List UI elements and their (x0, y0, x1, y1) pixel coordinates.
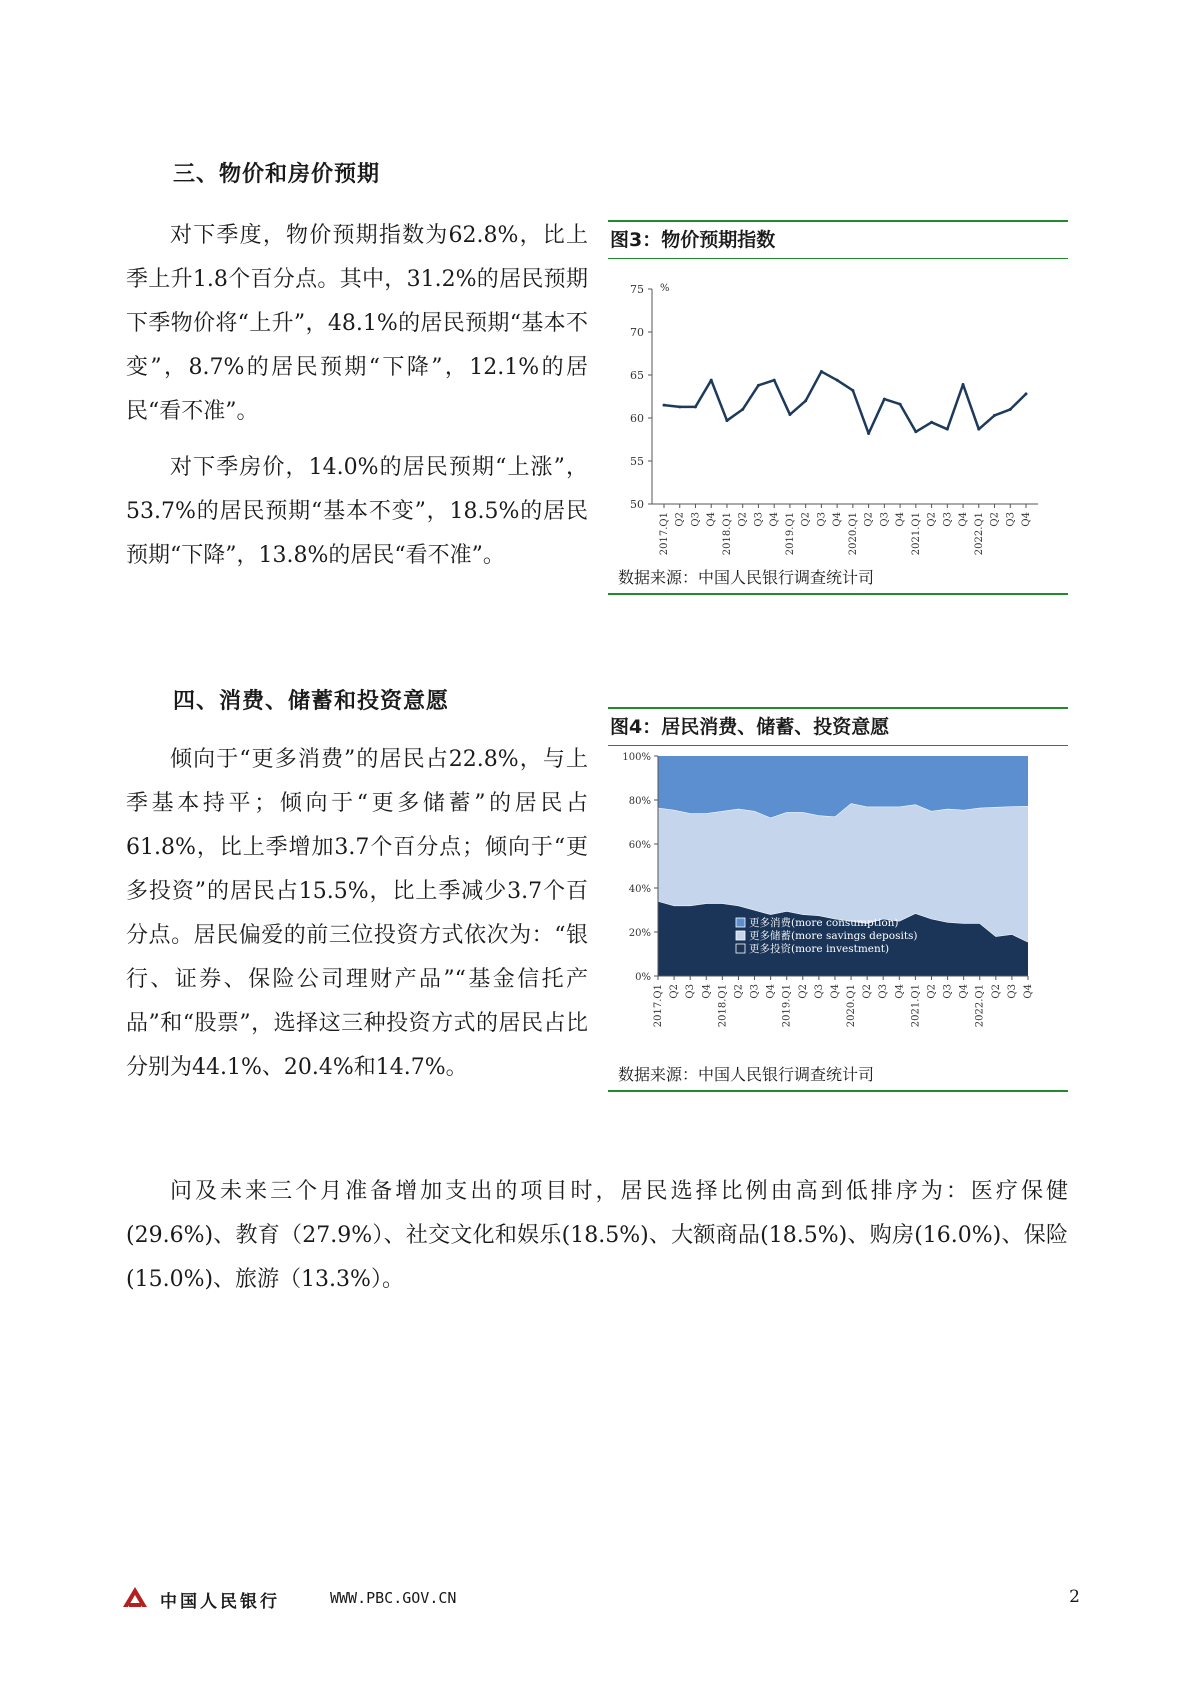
legend-swatch (736, 944, 745, 953)
data-point (694, 405, 697, 408)
data-point (962, 383, 965, 386)
x-tick-label: Q2 (990, 984, 1002, 999)
footer-org-name: 中国人民银行 (160, 1592, 280, 1612)
x-tick-label: 2021.Q1 (910, 512, 922, 556)
y-tick-label: 75 (630, 283, 644, 296)
legend-label: 更多消费(more consumption) (749, 917, 899, 929)
section3-heading: 三、物价和房价预期 (173, 161, 381, 187)
x-tick-label: Q2 (800, 512, 812, 527)
x-tick-label: Q3 (879, 512, 891, 527)
data-point (741, 408, 744, 411)
x-tick-label: Q3 (942, 984, 954, 999)
x-tick-label: 2022.Q1 (974, 984, 986, 1028)
data-point (993, 414, 996, 417)
x-tick-label: Q4 (958, 984, 970, 999)
x-tick-label: Q3 (690, 512, 702, 527)
figure3-panel (608, 220, 1068, 595)
data-point (820, 370, 823, 373)
section3-body (126, 214, 588, 578)
legend-swatch (736, 918, 745, 927)
data-point (836, 379, 839, 382)
y-unit-label: % (660, 283, 670, 294)
page-footer (120, 1585, 1080, 1615)
x-tick-label: Q3 (816, 512, 828, 527)
x-tick-label: Q3 (813, 984, 825, 999)
x-tick-label: Q4 (1023, 984, 1034, 999)
legend-label: 更多投资(more investment) (749, 943, 890, 955)
x-tick-label: Q2 (926, 984, 938, 999)
x-tick-label: 2018.Q1 (717, 984, 729, 1028)
x-tick-label: 2020.Q1 (847, 512, 859, 556)
x-tick-label: 2021.Q1 (910, 984, 922, 1028)
section4-body (126, 738, 588, 1090)
footer-url: WWW.PBC.GOV.CN (330, 1589, 457, 1607)
data-point (710, 379, 713, 382)
x-tick-label: 2017.Q1 (659, 512, 670, 556)
data-point (899, 403, 902, 406)
x-tick-label: Q3 (753, 512, 765, 527)
y-tick-label: 70 (630, 326, 644, 339)
x-tick-label: Q2 (669, 984, 681, 999)
data-point (788, 413, 791, 416)
y-tick-label: 20% (628, 928, 651, 939)
spending-plans-paragraph: 问及未来三个月准备增加支出的项目时，居民选择比例由高到低排序为：医疗保健(29.6%)、教育（27.9%）、社交文化和娱乐(18.5%)、大额商品(18.5%)、购房(16.0%)、保险(15.0%)、旅游（13.3%）。 (126, 1179, 1068, 1292)
figure4-chart (608, 746, 1068, 1056)
x-tick-label: Q3 (878, 984, 890, 999)
figure3-source: 数据来源：中国人民银行调查统计司 (618, 568, 875, 587)
x-tick-label: 2019.Q1 (781, 984, 793, 1028)
data-point (725, 419, 728, 422)
data-point (773, 379, 776, 382)
x-tick-label: Q4 (765, 984, 777, 999)
y-tick-label: 40% (628, 884, 651, 895)
data-point (804, 399, 807, 402)
section4-heading: 四、消费、储蓄和投资意愿 (173, 688, 450, 714)
x-tick-label: Q3 (749, 984, 761, 999)
x-tick-label: Q3 (1006, 984, 1018, 999)
data-point (1025, 392, 1028, 395)
consumption-area (658, 756, 1028, 818)
data-point (977, 428, 980, 431)
x-tick-label: Q4 (832, 512, 844, 527)
pbc-logo-icon (120, 1585, 150, 1611)
x-tick-label: Q2 (797, 984, 809, 999)
figure4-panel (608, 707, 1068, 1092)
x-tick-label: Q2 (989, 512, 1001, 527)
y-tick-label: 100% (622, 752, 651, 763)
data-point (930, 421, 933, 424)
y-tick-label: 80% (628, 796, 651, 807)
x-tick-label: Q2 (674, 512, 686, 527)
x-tick-label: Q4 (958, 512, 970, 527)
y-tick-label: 60 (630, 412, 644, 425)
x-tick-label: Q2 (737, 512, 749, 527)
data-point (867, 432, 870, 435)
y-tick-label: 50 (630, 498, 644, 511)
x-tick-label: Q3 (942, 512, 954, 527)
x-tick-label: Q3 (685, 984, 697, 999)
data-point (914, 430, 917, 433)
x-tick-label: 2017.Q1 (653, 984, 664, 1028)
data-point (678, 405, 681, 408)
x-tick-label: Q2 (863, 512, 875, 527)
x-tick-label: Q4 (701, 984, 713, 999)
x-tick-label: 2022.Q1 (973, 512, 985, 556)
x-tick-label: Q4 (706, 512, 718, 527)
y-tick-label: 55 (630, 455, 644, 468)
figure4-bottom-rule (608, 1090, 1068, 1092)
data-point (883, 398, 886, 401)
legend-label: 更多储蓄(more savings deposits) (749, 930, 918, 942)
y-tick-label: 65 (630, 369, 644, 382)
figure3-chart (608, 259, 1068, 559)
x-tick-label: Q4 (894, 984, 906, 999)
x-tick-label: Q3 (1005, 512, 1017, 527)
data-point (663, 404, 666, 407)
x-tick-label: 2020.Q1 (846, 984, 858, 1028)
section3-paragraph-1: 对下季度，物价预期指数为62.8%，比上季上升1.8个百分点。其中，31.2%的居民预期下季物价将“上升”，48.1%的居民预期“基本不变”，8.7%的居民预期“下降”，12.1%的居民“看不准”。 (126, 223, 588, 424)
spending-plans-body (126, 1170, 1068, 1302)
figure3-bottom-rule (608, 593, 1068, 595)
x-tick-label: 2018.Q1 (721, 512, 733, 556)
x-tick-label: Q4 (769, 512, 781, 527)
data-point (946, 428, 949, 431)
figure4-source: 数据来源：中国人民银行调查统计司 (618, 1065, 875, 1084)
data-point (757, 384, 760, 387)
section4-paragraph: 倾向于“更多消费”的居民占22.8%，与上季基本持平；倾向于“更多储蓄”的居民占61.8%，比上季增加3.7个百分点；倾向于“更多投资”的居民占15.5%，比上季减少3.7个百分点。居民偏爱的前三位投资方式依次为：“银行、证券、保险公司理财产品”“基金信托产品”和“股票”，选择这三种投资方式的居民占比分别为44.1%、20.4%和14.7%。 (126, 747, 588, 1080)
legend-swatch (736, 931, 745, 940)
figure4-title: 图4：居民消费、储蓄、投资意愿 (610, 716, 890, 738)
x-tick-label: Q2 (926, 512, 938, 527)
x-tick-label: Q2 (733, 984, 745, 999)
x-tick-label: Q4 (1021, 512, 1032, 527)
data-point (851, 389, 854, 392)
x-tick-label: Q4 (829, 984, 841, 999)
y-tick-label: 0% (635, 972, 651, 983)
y-tick-label: 60% (628, 840, 651, 851)
x-tick-label: Q2 (862, 984, 874, 999)
section3-paragraph-2: 对下季房价，14.0%的居民预期“上涨”，53.7%的居民预期“基本不变”，18.5%的居民预期“下降”，13.8%的居民“看不准”。 (126, 455, 588, 568)
x-tick-label: 2019.Q1 (784, 512, 796, 556)
price-expectation-line (664, 372, 1026, 434)
page-number: 2 (1069, 1587, 1080, 1607)
figure3-title: 图3：物价预期指数 (610, 229, 776, 251)
data-point (1009, 408, 1012, 411)
x-tick-label: Q4 (895, 512, 907, 527)
